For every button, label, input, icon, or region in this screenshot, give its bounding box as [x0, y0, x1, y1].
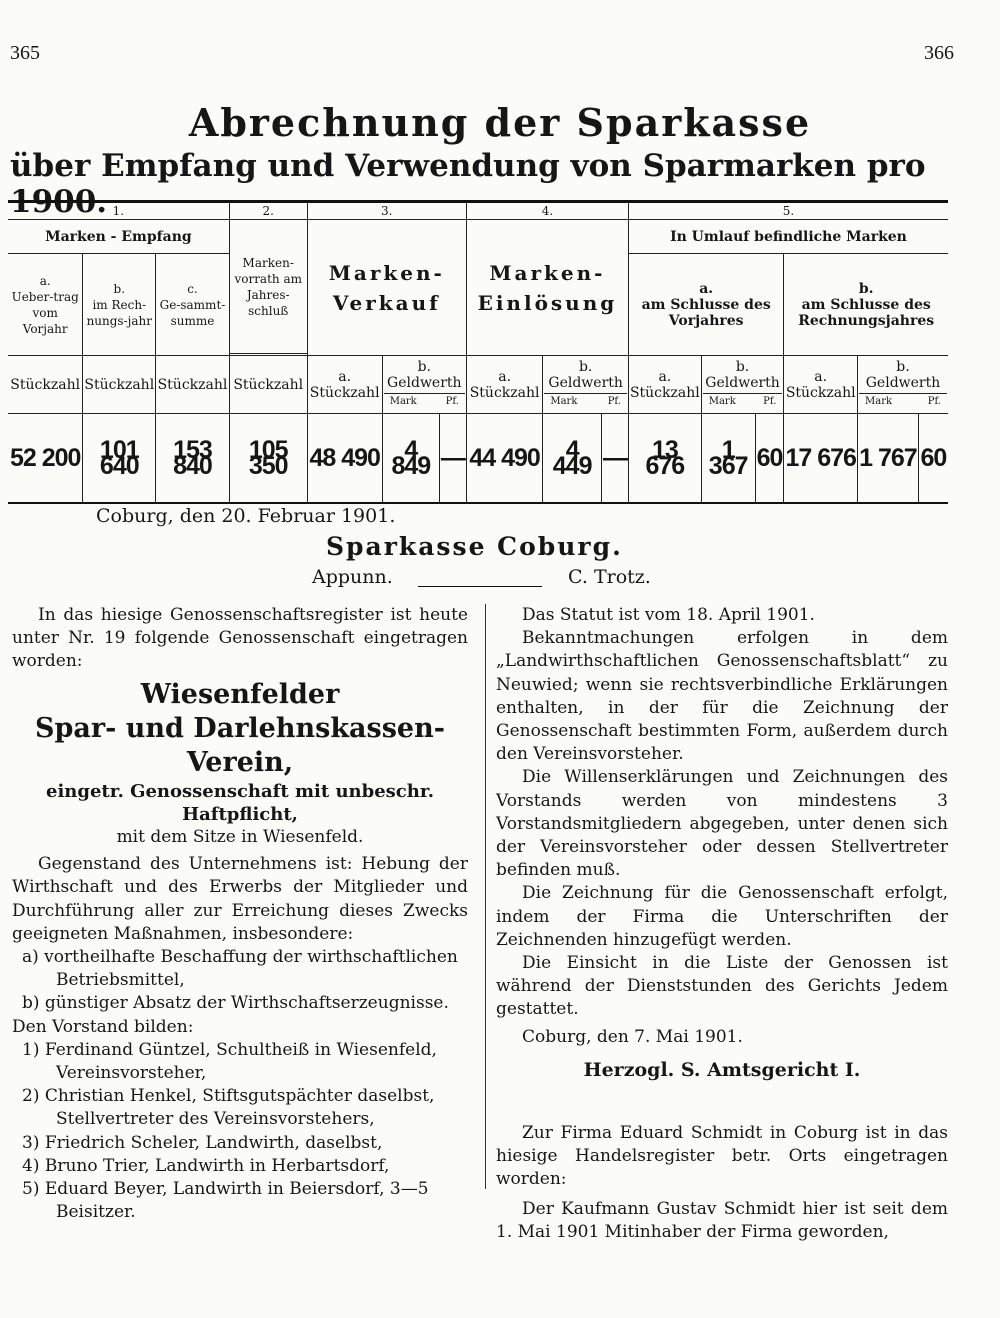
- sub-b-7: b.: [896, 359, 910, 375]
- board-member-1: 1) Ferdinand Güntzel, Schultheiß in Wiesenfeld, Vereinsvorsteher,: [22, 1039, 437, 1084]
- stueckzahl-7: [628, 356, 701, 414]
- table-row: [8, 414, 948, 504]
- column-number-row: [8, 202, 948, 220]
- col-number-5: 5.: [628, 202, 948, 220]
- statute-date: Das Statut ist vom 18. April 1901.: [522, 605, 815, 625]
- sub-a-6: a.: [658, 368, 672, 385]
- geldwerth-4: [543, 356, 629, 414]
- stueckzahl-8: [784, 356, 858, 414]
- board-member-5: 5) Eduard Beyer, Landwirth in Beiersdorf, 3—5 Beisitzer.: [22, 1179, 429, 1223]
- uebertrag-label: Ueber-trag vom Vorjahr: [11, 289, 79, 336]
- header-gesammtsumme: [156, 254, 230, 356]
- value-einloesung-stueck: 44 490: [466, 414, 542, 504]
- association-name-3: eingetr. Genossenschaft mit unbeschr. Haftpflicht,: [46, 780, 434, 825]
- stueckzahl-1: Stückzahl: [8, 356, 83, 414]
- association-seat: mit dem Sitze in Wiesenfeld.: [116, 827, 364, 848]
- institution-name: Sparkasse Coburg.: [326, 532, 623, 561]
- page-subtitle: über Empfang und Verwendung von Sparmarken pro 1900.: [10, 148, 926, 220]
- header-schluss-vorjahr: [628, 254, 783, 356]
- stueckzahl-8-label: Stückzahl: [785, 384, 856, 401]
- stueckzahl-7-label: Stückzahl: [629, 384, 700, 401]
- page-title: Abrechnung der Sparkasse: [188, 100, 812, 145]
- header-markenverkauf: [307, 220, 466, 356]
- mark-pf-5b: [859, 393, 947, 410]
- value-einloesung-pf: —: [601, 414, 628, 504]
- markenverkauf-line1: Marken-: [328, 260, 445, 285]
- firm-entry: Zur Firma Eduard Schmidt in Coburg ist in das hiesige Handelsregister betr. Orts eingetragen worden:: [496, 1123, 948, 1190]
- geldwerth-5a: [701, 356, 784, 414]
- board-member-3: 3) Friedrich Scheler, Landwirth, daselbst,: [22, 1132, 383, 1153]
- mark-4: Mark: [550, 396, 578, 407]
- mark-3: Mark: [389, 396, 417, 407]
- value-rechnungsjahr: 101 640: [83, 414, 156, 504]
- member-list-access: Die Einsicht in die Liste der Genossen ist während der Dienststunden des Gerichts Jedem gestattet.: [496, 953, 948, 1020]
- sub-a-3: a.: [338, 368, 352, 385]
- schluss-rechnungsjahr-label: am Schlusse des Rechnungsjahres: [798, 296, 935, 329]
- col-number-3: 3.: [307, 202, 466, 220]
- pf-5b: Pf.: [927, 396, 941, 407]
- geldwerth-5a-label: Geldwerth: [705, 375, 780, 391]
- mark-5a: Mark: [708, 396, 736, 407]
- markeneinloesung-line2: Einlösung: [477, 290, 618, 315]
- geldwerth-3-label: Geldwerth: [387, 375, 462, 391]
- sub-b-1: b.: [113, 281, 126, 296]
- purpose-b: b) günstiger Absatz der Wirthschaftserzeugnisse.: [22, 993, 449, 1014]
- column-divider: [485, 604, 486, 1189]
- sub-b-5: b.: [858, 280, 874, 297]
- rechnungsjahr-label: im Rech-nungs-jahr: [86, 297, 152, 328]
- value-uebertrag: 52 200: [8, 414, 83, 504]
- sub-b-4: b.: [578, 359, 593, 375]
- court-name: Herzogl. S. Amtsgericht I.: [583, 1058, 861, 1081]
- gesammtsumme-label: Ge-sammt-summe: [159, 297, 226, 328]
- stueckzahl-6-label: Stückzahl: [469, 384, 540, 401]
- col-number-4: 4.: [466, 202, 628, 220]
- value-einloesung-mark: 4 449: [543, 414, 602, 504]
- stueckzahl-5: [307, 356, 382, 414]
- col-number-1: 1.: [8, 202, 229, 220]
- stueckzahl-4: Stückzahl: [229, 356, 307, 414]
- declarations: Die Willenserklärungen und Zeichnungen des Vorstands werden von mindestens 3 Vorstandsmitgliedern abgegeben, unter denen sich der Vereinsvorsteher oder dessen Stellvertreter befinden muß.: [496, 767, 948, 881]
- header-marken-empfang: Marken - Empfang: [8, 220, 229, 254]
- markenverkauf-line2: Verkauf: [332, 290, 441, 315]
- col-number-2: 2.: [229, 202, 307, 220]
- header-markeneinloesung: [466, 220, 628, 356]
- accounting-table: [8, 200, 948, 504]
- value-umlauf-b-pf: 60: [918, 414, 948, 504]
- sub-a-7: a.: [814, 368, 828, 385]
- value-vorrath: 105 350: [229, 414, 307, 504]
- association-name-2: Spar- und Darlehnskassen-Verein,: [35, 712, 445, 778]
- purpose: Gegenstand des Unternehmens ist: Hebung der Wirthschaft und des Erwerbs der Mitglieder und Durchführung aller zur Erreichung dieses Zwecks geeigneten Maßnahmen, insbesondere:: [12, 854, 468, 944]
- geldwerth-4-label: Geldwerth: [548, 375, 623, 391]
- header-uebertrag: [8, 254, 83, 356]
- header-rechnungsjahr: [83, 254, 156, 356]
- pf-5a: Pf.: [763, 396, 777, 407]
- association-name-1: Wiesenfelder: [140, 678, 340, 710]
- firm-owner: Der Kaufmann Gustav Schmidt hier ist seit dem 1. Mai 1901 Mitinhaber der Firma geworden,: [496, 1198, 948, 1242]
- value-umlauf-b-stueck: 17 676: [784, 414, 858, 504]
- value-umlauf-a-pf: 60: [755, 414, 784, 504]
- mark-pf-5a: [703, 393, 783, 410]
- register-intro: In das hiesige Genossenschaftsregister ist heute unter Nr. 19 folgende Genossenschaft eingetragen worden:: [12, 605, 468, 672]
- board-intro: Den Vorstand bilden:: [12, 1016, 194, 1037]
- sub-b-6: b.: [735, 359, 750, 375]
- place-date-1: Coburg, den 20. Februar 1901.: [96, 505, 396, 527]
- sub-a-5: a.: [699, 280, 714, 297]
- sub-a-4: a.: [498, 368, 512, 385]
- header-schluss-rechnungsjahr: [784, 254, 948, 356]
- signature-divider: [418, 586, 542, 587]
- board-member-2: 2) Christian Henkel, Stiftsgutspächter daselbst, Stellvertreter des Vereinsvorstehers,: [22, 1086, 435, 1130]
- mark-pf-3: [384, 393, 465, 410]
- value-verkauf-pf: —: [439, 414, 466, 504]
- page-number-left: 365: [10, 42, 40, 64]
- geldwerth-5b: [858, 356, 948, 414]
- signature-left: Appunn.: [312, 566, 393, 588]
- stueckzahl-5-label: Stückzahl: [309, 384, 380, 401]
- mark-5b: Mark: [865, 396, 893, 407]
- value-umlauf-a-mark: 1 367: [701, 414, 755, 504]
- page-number-right: 366: [924, 42, 954, 64]
- header-markenvorrath: Marken-vorrath am Jahres-schluß: [229, 220, 307, 354]
- announcements: Bekanntmachungen erfolgen in dem „Landwirthschaftlichen Genossenschaftsblatt“ zu Neuwied; wenn sie rechtsverbindliche Erklärungen enthalten, in der für die Zeichnung der Genossenschaft bestimmten Form, außerdem durch den Vereinsvorsteher.: [496, 628, 948, 765]
- signing-rule: Die Zeichnung für die Genossenschaft erfolgt, indem der Firma die Unterschriften der Zeichnenden hinzugefügt werden.: [496, 883, 948, 950]
- stueckzahl-6: [466, 356, 542, 414]
- schluss-vorjahr-label: am Schlusse des Vorjahres: [641, 296, 771, 329]
- value-umlauf-a-stueck: 13 676: [628, 414, 701, 504]
- place-date-2: Coburg, den 7. Mai 1901.: [522, 1026, 743, 1047]
- mark-pf-4: [544, 393, 627, 410]
- board-member-4: 4) Bruno Trier, Landwirth in Herbartsdorf,: [22, 1155, 390, 1176]
- value-umlauf-b-mark: 1 767: [858, 414, 919, 504]
- markeneinloesung-line1: Marken-: [489, 260, 606, 285]
- value-gesammtsumme: 153 840: [156, 414, 230, 504]
- signature-right: C. Trotz.: [568, 566, 651, 588]
- sub-a-1: a.: [39, 273, 51, 288]
- stueckzahl-2: Stückzahl: [83, 356, 156, 414]
- geldwerth-3: [382, 356, 466, 414]
- sub-b-3: b.: [417, 359, 431, 375]
- right-column: [496, 604, 948, 1244]
- sub-c-1: c.: [187, 281, 198, 296]
- stueckzahl-3: Stückzahl: [156, 356, 230, 414]
- geldwerth-5b-label: Geldwerth: [865, 375, 941, 391]
- value-verkauf-mark: 4 849: [382, 414, 439, 504]
- header-umlauf: In Umlauf befindliche Marken: [628, 220, 948, 254]
- pf-3: Pf.: [445, 396, 459, 407]
- left-column: [12, 604, 468, 1224]
- pf-4: Pf.: [607, 396, 621, 407]
- value-verkauf-stueck: 48 490: [307, 414, 382, 504]
- purpose-a: a) vortheilhafte Beschaffung der wirthschaftlichen Betriebsmittel,: [22, 947, 458, 991]
